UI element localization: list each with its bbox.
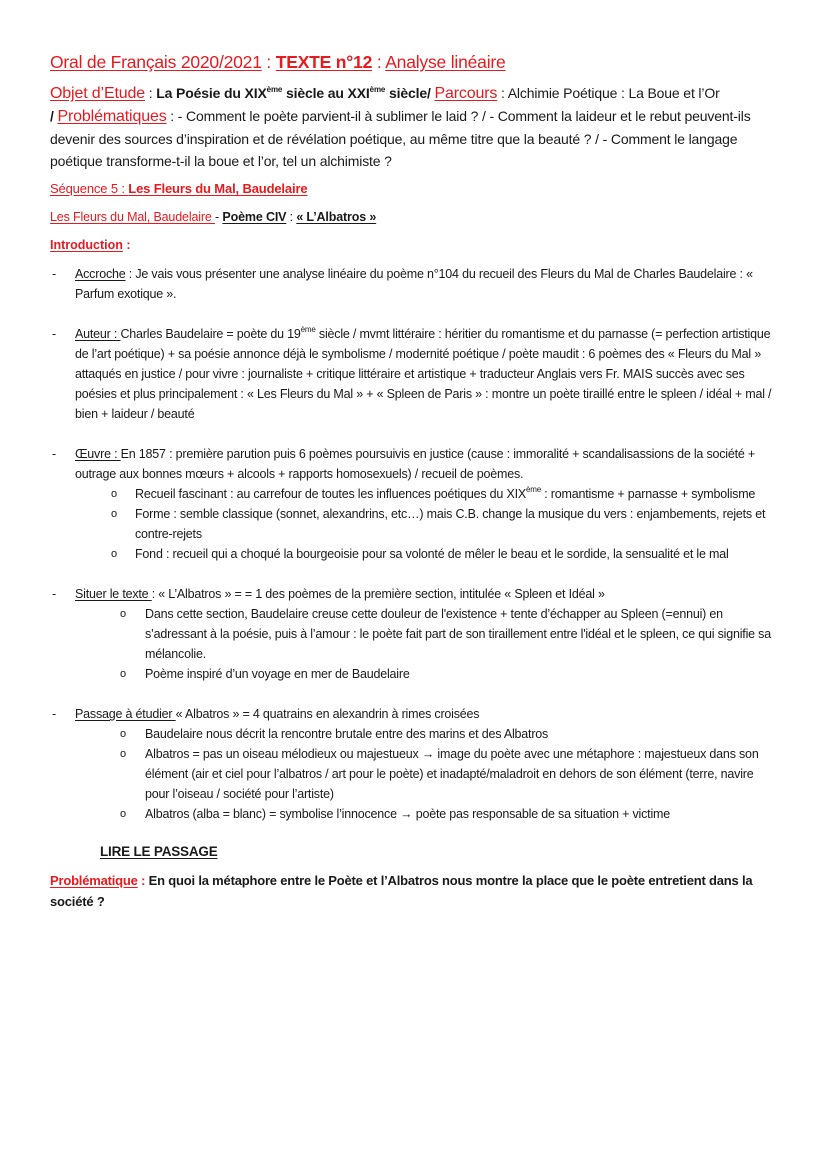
sequence-value: Les Fleurs du Mal, Baudelaire [128,181,308,196]
situer-sublist [50,604,780,684]
course-label: Oral de Français 2020/2021 [50,52,262,72]
objet-etude-label: Objet d’Etude [50,85,146,102]
sequence-heading [50,180,780,198]
circle-bullet: o [120,728,126,740]
item-label: Situer le texte [75,587,152,601]
problematique-text: En quoi la métaphore entre le Poète et l’Albatros nous montre la place que le poète entretient dans la société ? [50,873,753,909]
circle-bullet: o [120,808,126,820]
sub-item-text: Albatros (alba = blanc) = symbolise l’innocence → poète pas responsable de sa situation + victime [145,807,670,821]
introduction-list [50,264,780,824]
texte-number: TEXTE n°12 [275,52,373,72]
item-text: « Albatros » = 4 quatrains en alexandrin à rimes croisées [175,707,480,721]
objet-etude-block [50,82,780,172]
sub-list-item [50,744,780,804]
item-label: Accroche [75,267,126,281]
dash-bullet: - [52,447,56,461]
item-label: Œuvre : [75,447,121,461]
separator: : [145,85,157,101]
objet-etude-value [156,85,434,101]
dash-bullet: - [52,327,56,341]
poem-title: « L’Albatros » [296,210,377,224]
sub-item-text: : romantisme + parnasse + symbolisme [540,487,756,501]
superscript: ème [300,325,316,334]
item-label: Passage à étudier [75,707,176,721]
problematique-block [50,870,780,912]
item-text: : Je vais vous présenter une analyse linéaire du poème n°104 du recueil des Fleurs du Mal de Charles Baudelaire : « Parfum exotique ». [75,267,753,301]
sub-item-text: Fond : recueil qui a choqué la bourgeoisie pour sa volonté de mêler le beau et le sordide, la sensualité et le mal [135,547,729,561]
poem-number: Poème CIV [222,210,287,224]
sub-item-text: Baudelaire nous décrit la rencontre brutale entre des marins et des Albatros [145,727,549,741]
objet-text: siècle au XXI [282,85,370,101]
circle-bullet: o [111,548,117,560]
introduction-label: Introduction [50,238,123,252]
item-text: En 1857 : première parution puis 6 poèmes poursuivis en justice (cause : immoralité + scandalisassions de la société + outrage aux bonnes mœurs + alcools + rapports homosexuels) / recueil de poèmes. [75,447,756,481]
sub-list-item [50,724,780,744]
passage-sublist [50,724,780,824]
slash: / [50,108,58,124]
sub-list-item [50,664,780,684]
problematiques-value: : - Comment le poète parvient-il à sublimer le laid ? / - Comment la laideur et le rebut peuvent-ils devenir des sources d’inspiration et de révélation poétique, au même titre que la beauté ? / - Comment le langage poétique transforme-t-il la boue et l’or, tel un alchimiste ? [50,108,751,169]
list-item-accroche [50,264,780,304]
dash-bullet: - [52,707,56,721]
document-page [50,50,780,912]
introduction-colon: : [122,238,131,252]
analysis-type: Analyse linéaire [385,52,506,72]
document-title [50,50,780,74]
item-text: : « L’Albatros » = = 1 des poèmes de la première section, intitulée « Spleen et Idéal » [151,587,605,601]
title-separator: : [261,52,276,72]
list-item-auteur [50,324,780,424]
item-text: siècle / mvmt littéraire : héritier du romantisme et du parnasse (= perfection artistique de l’art poétique) + sa poésie annonce déjà le symbolisme / modernité poétique / poète maudit : 6 poèmes des « Fleurs du Mal » attaqués en justice / pour vivre : journaliste + critique littéraire et artistique + traducteur Anglais vers Fr. MAIS succès avec ses poésies et plus principalement : « Les Fleurs du Mal » + « Spleen de Paris » : montre un poète tiraillé entre le spleen / idéal + mal / bien + laideur / beauté [75,327,772,421]
sequence-label: Séquence 5 : [50,181,129,196]
sub-item-text: Poème inspiré d’un voyage en mer de Baudelaire [145,667,410,681]
item-text: Charles Baudelaire = poète du 19 [120,327,301,341]
superscript: ème [526,485,541,494]
circle-bullet: o [111,508,117,520]
introduction-heading [50,236,780,254]
circle-bullet: o [111,488,117,500]
objet-text: siècle/ [385,85,435,101]
poem-source: Les Fleurs du Mal, Baudelaire [50,210,216,224]
item-label: Auteur : [75,327,121,341]
separator: : [286,210,297,224]
circle-bullet: o [120,748,126,760]
problematique-colon: : [137,873,149,888]
dash-bullet: - [52,267,56,281]
sub-item-text: Recueil fascinant : au carrefour de toutes les influences poétiques du XIX [135,487,526,501]
circle-bullet: o [120,608,126,620]
oeuvre-sublist [50,484,780,564]
title-separator: : [372,52,386,72]
parcours-label: Parcours [434,85,498,102]
superscript: ème [369,85,386,94]
sub-list-item [50,804,780,824]
sub-item-text: Albatros = pas un oiseau mélodieux ou majestueux → image du poète avec une métaphore : majestueux dans son élément (air et ciel pour l’albatros / art pour le poète) et inadapté/maladroit en dehors de son élément (terre, navire pour l’oiseau / société pour l’artiste) [145,747,759,801]
problematiques-label: Problématiques [57,108,167,125]
list-item-situer [50,584,780,604]
objet-text: La Poésie du XIX [156,85,267,101]
parcours-value: : Alchimie Poétique : La Boue et l’Or [497,85,720,101]
sub-item-text: Dans cette section, Baudelaire creuse cette douleur de l'existence + tente d’échapper au Spleen (=ennui) en s’adressant à la poésie, puis à l’amour : le poète fait part de son tiraillement entre l'idéal et le spleen, ce qui signifie sa mélancolie. [145,607,771,661]
sub-list-item [50,504,780,544]
dash-bullet: - [52,587,56,601]
sub-list-item [50,604,780,664]
poem-heading [50,208,780,226]
problematique-label: Problématique [50,873,138,888]
dash: - [215,210,223,224]
lire-le-passage-heading: LIRE LE PASSAGE [100,844,218,859]
superscript: ème [266,85,283,94]
sub-item-text: Forme : semble classique (sonnet, alexandrins, etc…) mais C.B. change la musique du vers : enjambements, rejets et contre-rejets [135,507,766,541]
list-item-oeuvre [50,444,780,484]
circle-bullet: o [120,668,126,680]
sub-list-item [50,484,780,504]
sub-list-item [50,544,780,564]
list-item-passage [50,704,780,724]
